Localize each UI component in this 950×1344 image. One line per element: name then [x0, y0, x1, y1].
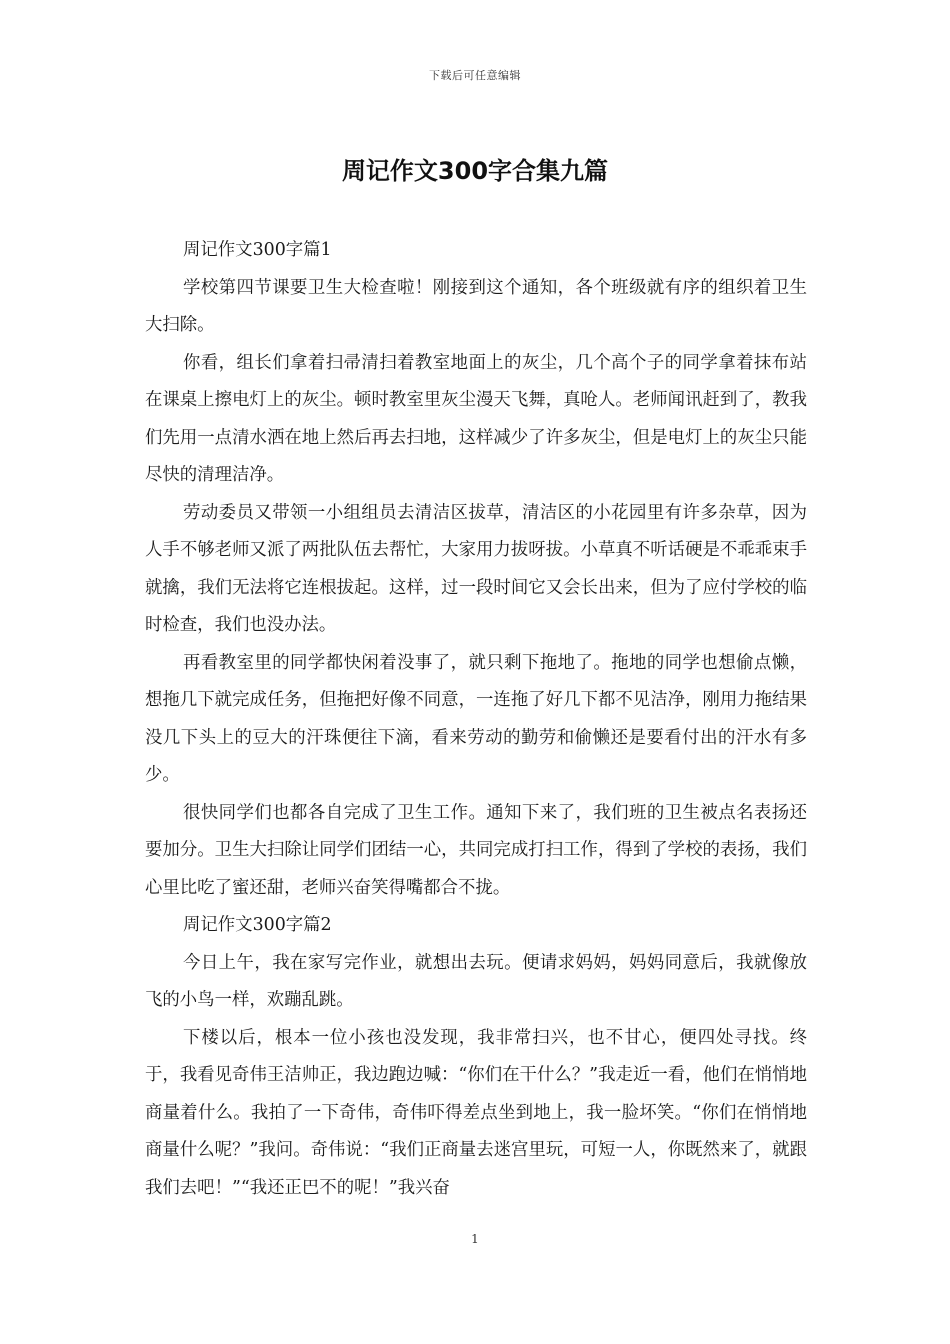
header-note: 下载后可任意编辑 [429, 69, 521, 82]
paragraph: 下楼以后，根本一位小孩也没发现，我非常扫兴，也不甘心，便四处寻找。终于，我看见奇伟王洁帅正，我边跑边喊：“你们在干什么？”我走近一看，他们在悄悄地商量着什么。我拍了一下奇伟，奇伟吓得差点坐到地上，我一脸坏笑。“你们在悄悄地商量什么呢？”我问。奇伟说：“我们正商量去迷宫里玩，可短一人，你既然来了，就跟我们去吧！”“我还正巴不的呢！”我兴奋 [145, 1027, 807, 1198]
paragraph: 你看，组长们拿着扫帚清扫着教室地面上的灰尘，几个高个子的同学拿着抹布站在课桌上擦电灯上的灰尘。顿时教室里灰尘漫天飞舞，真呛人。老师闻讯赶到了，教我们先用一点清水洒在地上然后再去扫地，这样减少了许多灰尘，但是电灯上的灰尘只能尽快的清理洁净。 [145, 352, 807, 485]
paragraph: 今日上午，我在家写完作业，就想出去玩。便请求妈妈，妈妈同意后，我就像放飞的小鸟一样，欢蹦乱跳。 [145, 952, 807, 1010]
document-body [145, 232, 807, 1207]
paragraph: 再看教室里的同学都快闲着没事了，就只剩下拖地了。拖地的同学也想偷点懒，想拖几下就完成任务，但拖把好像不同意，一连拖了好几下都不见洁净，刚用力拖结果没几下头上的豆大的汗珠便往下滴，看来劳动的勤劳和偷懒还是要看付出的汗水有多少。 [145, 652, 807, 785]
page-number: 1 [471, 1232, 479, 1246]
paragraph: 劳动委员又带领一小组组员去清洁区拔草，清洁区的小花园里有许多杂草，因为人手不够老师又派了两批队伍去帮忙，大家用力拔呀拔。小草真不听话硬是不乖乖束手就擒，我们无法将它连根拔起。这样，过一段时间它又会长出来，但为了应付学校的临时检查，我们也没办法。 [145, 502, 807, 635]
paragraph: 学校第四节课要卫生大检查啦！刚接到这个通知，各个班级就有序的组织着卫生大扫除。 [145, 277, 807, 335]
section-heading-1: 周记作文300字篇1 [183, 240, 332, 260]
document-title: 周记作文300字合集九篇 [341, 157, 609, 185]
paragraph: 很快同学们也都各自完成了卫生工作。通知下来了，我们班的卫生被点名表扬还要加分。卫生大扫除让同学们团结一心，共同完成打扫工作，得到了学校的表扬，我们心里比吃了蜜还甜，老师兴奋笑得嘴都合不拢。 [145, 802, 807, 898]
section-heading-2: 周记作文300字篇2 [183, 915, 332, 935]
